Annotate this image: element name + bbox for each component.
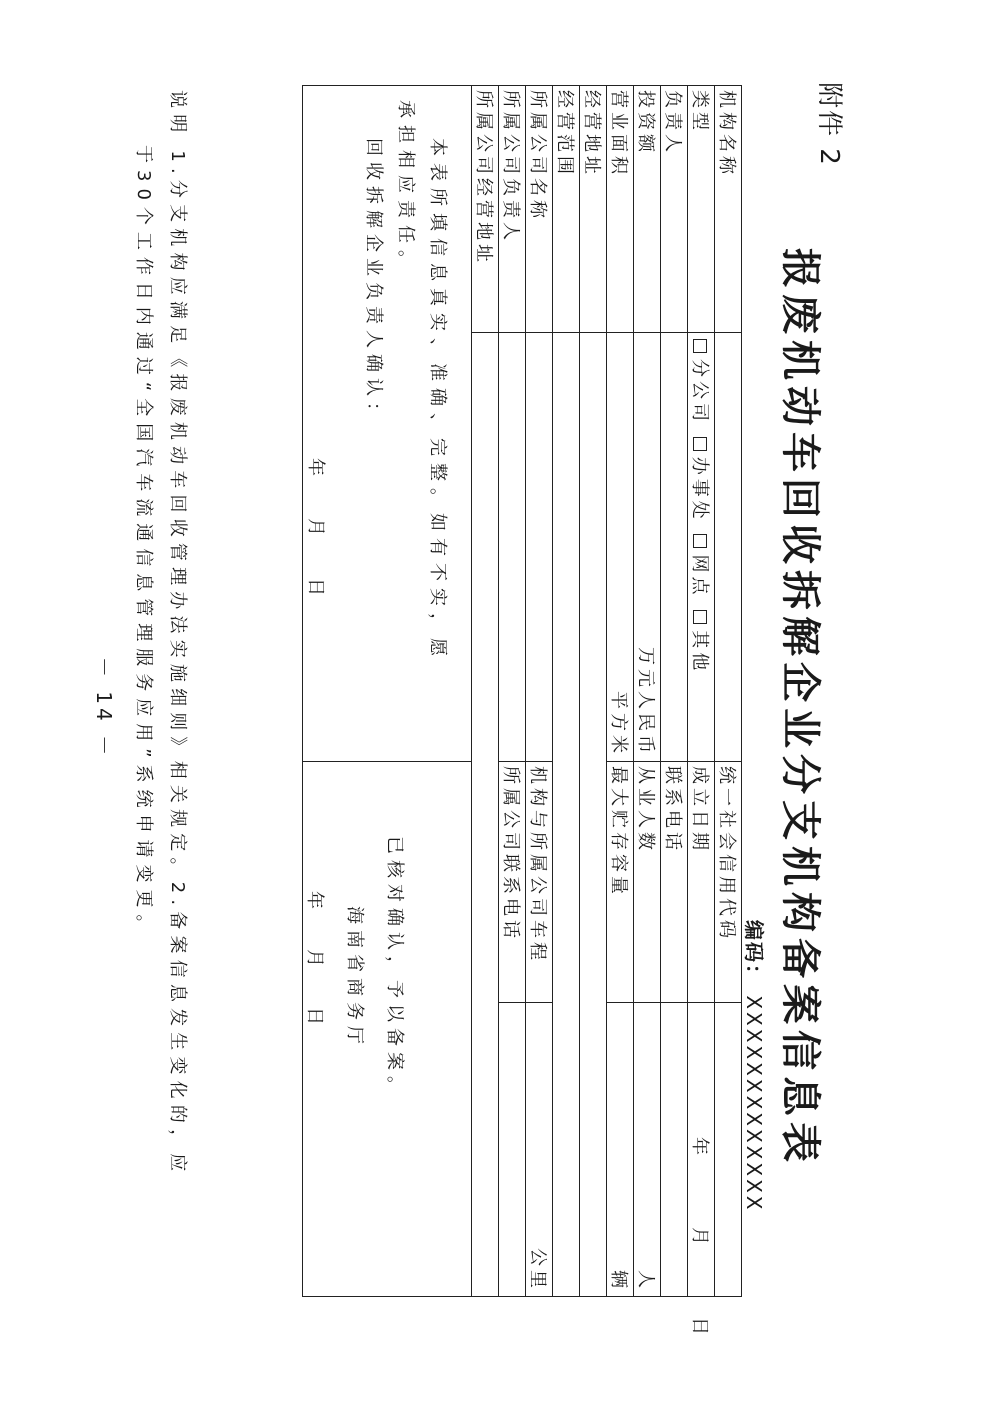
code-line [741, 920, 770, 1212]
label-employees: 从业人数 [634, 762, 661, 1003]
date-day: 日 [689, 1317, 710, 1339]
table-row [688, 86, 715, 1297]
note-line1: 说明 1.分支机构应满足《报废机动车回收管理办法实施细则》相关规定。2.备案信息发生变化的，应 [167, 90, 188, 1178]
value-contact-phone [661, 1003, 688, 1297]
value-business-address [580, 333, 607, 1297]
checkbox-icon [693, 339, 707, 353]
value-parent-company-address [472, 333, 499, 1297]
review-line1: 已核对确认，予以备案。 [384, 836, 405, 1100]
page-number: － 14 － [92, 656, 116, 760]
date-month: 月 [689, 1227, 710, 1249]
value-type-options [688, 333, 715, 762]
declaration-line1: 本表所填信息真实、准确、完整。如有不实，愿 [427, 138, 448, 663]
label-parent-company-phone: 所属公司联系电话 [499, 762, 526, 1003]
code-label: 编码： [742, 920, 766, 986]
value-established-date [688, 1003, 715, 1339]
label-max-storage: 最大贮存容量 [607, 762, 634, 1003]
note-line2: 于30个工作日内通过“全国汽车流通信息管理服务应用”系统申请变更。 [133, 145, 154, 940]
value-max-storage-unit: 辆 [607, 1003, 634, 1297]
label-org-name: 机构名称 [715, 86, 742, 333]
attachment-label: 附件 2 [814, 82, 844, 167]
filing-info-table [302, 85, 742, 1339]
date-month: 月 [304, 949, 325, 969]
review-cell [303, 762, 472, 1297]
table-row [634, 86, 661, 1297]
value-investment-unit: 万元人民币 [634, 333, 661, 762]
value-person-in-charge [661, 333, 688, 762]
value-parent-company-name [526, 333, 553, 762]
label-business-address: 经营地址 [580, 86, 607, 333]
label-business-scope: 经营范围 [553, 86, 580, 333]
option-office: 办事处 [689, 456, 710, 523]
table-row [661, 86, 688, 1297]
value-business-scope [553, 333, 580, 1297]
date-year: 年 [689, 1137, 710, 1159]
table-row [553, 86, 580, 1297]
label-distance-to-parent: 机构与所属公司车程 [526, 762, 553, 1003]
table-row [499, 86, 526, 1297]
date-day: 日 [305, 578, 326, 598]
option-branch: 分公司 [689, 359, 710, 425]
declaration-cell [303, 86, 472, 762]
table-row [303, 86, 472, 1297]
value-parent-company-head [499, 333, 526, 762]
value-employees-unit: 人 [634, 1003, 661, 1297]
label-contact-phone: 联系电话 [661, 762, 688, 1003]
value-parent-company-phone [499, 1003, 526, 1297]
review-authority: 海南省商务厅 [344, 906, 365, 1050]
date-day: 日 [304, 1007, 325, 1027]
declaration-line2: 承担相应责任。 [395, 100, 416, 275]
declaration-line3: 回收拆解企业负责人确认： [363, 138, 384, 426]
label-business-area: 营业面积 [607, 86, 634, 333]
review-date [303, 891, 329, 1292]
value-credit-code [715, 1003, 742, 1297]
value-org-name [715, 333, 742, 762]
checkbox-icon [693, 610, 707, 624]
date-year: 年 [304, 891, 325, 911]
checkbox-icon [693, 534, 707, 548]
table-row [526, 86, 553, 1297]
form-title: 报废机动车回收拆解企业分支机构备案信息表 [777, 248, 824, 1168]
option-outlet: 网点 [689, 554, 710, 599]
label-investment: 投资额 [634, 86, 661, 333]
label-parent-company-head: 所属公司负责人 [499, 86, 526, 333]
declaration-date [304, 458, 330, 757]
checkbox-icon [693, 437, 707, 451]
value-business-area-unit: 平方米 [607, 333, 634, 762]
table-row [472, 86, 499, 1297]
table-row [607, 86, 634, 1297]
label-credit-code: 统一社会信用代码 [715, 762, 742, 1003]
label-person-in-charge: 负责人 [661, 86, 688, 333]
label-parent-company-name: 所属公司名称 [526, 86, 553, 333]
table-row [580, 86, 607, 1297]
date-year: 年 [305, 458, 326, 478]
option-other: 其他 [689, 630, 710, 675]
label-established-date: 成立日期 [688, 762, 715, 1003]
table-row [715, 86, 742, 1297]
value-distance-unit: 公里 [526, 1003, 553, 1297]
label-parent-company-address: 所属公司经营地址 [472, 86, 499, 333]
date-month: 月 [305, 518, 326, 538]
code-value: XXXXXXXXXXXXX [742, 995, 766, 1213]
label-type: 类型 [688, 86, 715, 333]
